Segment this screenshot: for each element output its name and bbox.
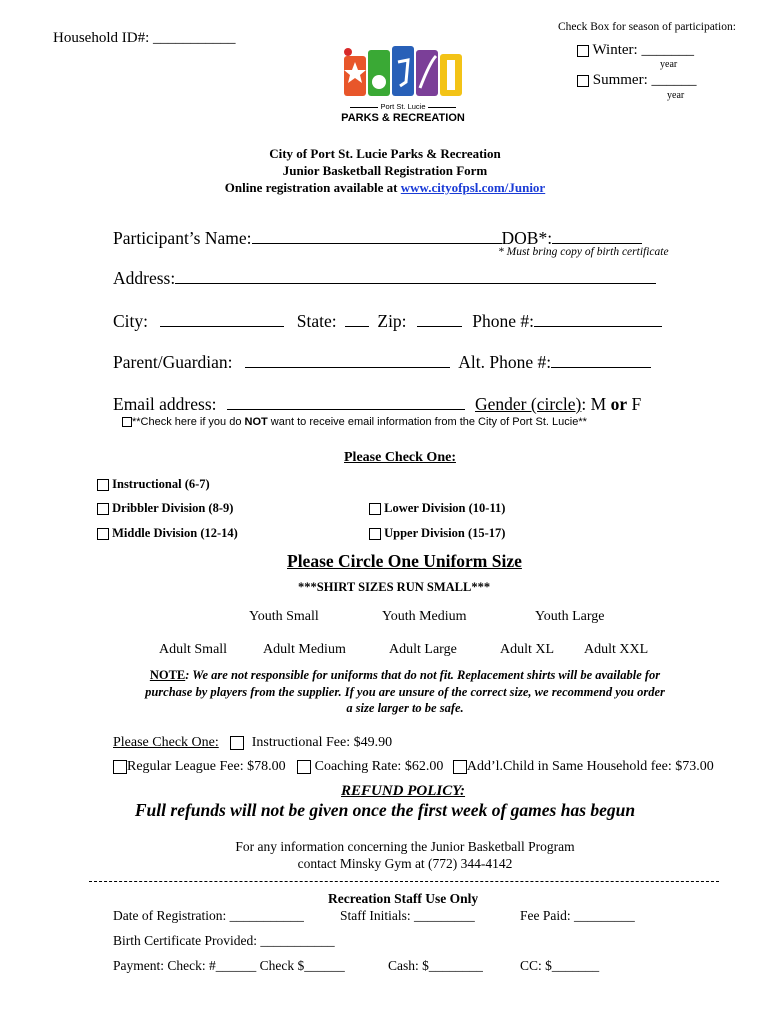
city-row <box>113 311 662 332</box>
contact-info: For any information concerning the Junior Basketball Program contact Minsky Gym at (772) 344-4142 <box>235 839 575 871</box>
title-line1: City of Port St. Lucie Parks & Recreation <box>269 146 501 161</box>
city-input[interactable] <box>160 326 284 327</box>
gender-m[interactable]: : M <box>581 394 611 414</box>
zip-input[interactable] <box>417 326 462 327</box>
dob-label: DOB*: <box>501 228 553 248</box>
email-optout-checkbox[interactable] <box>122 417 132 427</box>
summer-checkbox[interactable] <box>577 75 589 87</box>
email-row <box>113 394 465 415</box>
instructional-fee-label: Instructional Fee: $49.90 <box>251 735 393 750</box>
division-dribbler[interactable]: Dribbler Division (8-9) <box>97 501 233 516</box>
cash-field[interactable]: Cash: $________ <box>388 958 483 973</box>
uniform-heading: Please Circle One Uniform Size <box>287 551 522 571</box>
zip-label: Zip: <box>377 311 407 331</box>
gender-f[interactable]: F <box>627 394 642 414</box>
winter-checkbox[interactable] <box>577 45 589 57</box>
parent-row <box>113 352 651 373</box>
summer-year-label: year <box>667 90 685 101</box>
parks-recreation-logo <box>338 42 468 124</box>
coaching-rate-checkbox[interactable] <box>297 760 311 774</box>
payment-check-field[interactable]: Payment: Check: #______ Check $______ <box>113 958 345 973</box>
division-lower[interactable]: Lower Division (10-11) <box>369 501 505 516</box>
state-input[interactable] <box>345 326 369 327</box>
coaching-rate-label: Coaching Rate: $62.00 <box>314 759 444 774</box>
fee-row-1 <box>113 735 392 751</box>
cut-line-divider <box>89 881 719 882</box>
refund-policy-title: REFUND POLICY: <box>341 783 466 799</box>
size-adult-xl[interactable]: Adult XL <box>500 642 555 657</box>
summer-label: Summer: ______ <box>592 72 697 88</box>
address-input[interactable] <box>175 283 656 284</box>
winter-option[interactable] <box>577 42 694 59</box>
email-label: Email address: <box>113 394 217 414</box>
parent-input[interactable] <box>245 367 450 368</box>
size-adult-large[interactable]: Adult Large <box>389 642 457 657</box>
alt-phone-label: Alt. Phone #: <box>458 352 552 372</box>
city-label: City: <box>113 311 149 331</box>
size-youth-medium[interactable]: Youth Medium <box>382 609 467 624</box>
division-upper[interactable]: Upper Division (15-17) <box>369 526 505 541</box>
size-youth-small[interactable]: Youth Small <box>249 609 319 624</box>
registration-link[interactable]: www.cityofpsl.com/Junior <box>400 180 546 195</box>
fee-check-one-label: Please Check One: <box>113 735 219 750</box>
gender-row[interactable] <box>475 394 641 415</box>
addl-child-checkbox[interactable] <box>453 760 467 774</box>
phone-input[interactable] <box>534 326 662 327</box>
division-instructional[interactable]: Instructional (6-7) <box>97 477 210 492</box>
dribbler-checkbox[interactable] <box>97 503 109 515</box>
date-registration-field[interactable]: Date of Registration: ___________ <box>113 908 304 923</box>
title-line3: Online registration available at www.cityofpsl.com/Junior <box>224 180 546 195</box>
fee-row-2 <box>113 759 714 775</box>
upper-checkbox[interactable] <box>369 528 381 540</box>
division-middle[interactable]: Middle Division (12-14) <box>97 526 238 541</box>
instructional-checkbox[interactable] <box>97 479 109 491</box>
email-optout-row[interactable]: **Check here if you do NOT want to receive email information from the City of Port St. Lucie** <box>122 416 587 428</box>
form-title <box>0 145 770 196</box>
gender-label: Gender (circle) <box>475 394 582 414</box>
note-label: NOTE <box>149 668 186 682</box>
uniform-disclaimer: NOTE: We are not responsible for uniforms that do not fit. Replacement shirts will be available for purchase by players from the supplier. If you are unsure of the correct size, we recommend you order a size larger to be safe. <box>145 668 665 715</box>
address-label: Address: <box>113 268 176 288</box>
size-adult-small[interactable]: Adult Small <box>159 642 228 657</box>
addl-child-label: Add’l.Child in Same Household fee: $73.00 <box>466 759 714 774</box>
lower-checkbox[interactable] <box>369 503 381 515</box>
size-adult-medium[interactable]: Adult Medium <box>263 642 346 657</box>
season-label: Check Box for season of participation: <box>558 21 736 33</box>
gender-or: or <box>610 394 628 414</box>
email-input[interactable] <box>227 409 465 410</box>
alt-phone-input[interactable] <box>551 367 651 368</box>
state-label: State: <box>296 311 337 331</box>
division-heading: Please Check One: <box>344 450 456 465</box>
parent-label: Parent/Guardian: <box>113 352 233 372</box>
title-line2: Junior Basketball Registration Form <box>282 163 488 178</box>
middle-checkbox[interactable] <box>97 528 109 540</box>
logo-line2: PARKS & RECREATION <box>341 112 465 124</box>
address-row <box>113 268 656 289</box>
regular-fee-label: Regular League Fee: $78.00 <box>127 759 286 774</box>
regular-fee-checkbox[interactable] <box>113 760 127 774</box>
dob-input[interactable] <box>552 243 642 244</box>
cc-field[interactable]: CC: $_______ <box>520 958 600 973</box>
birth-certificate-field[interactable]: Birth Certificate Provided: ___________ <box>113 933 335 948</box>
winter-label: Winter: _______ <box>592 42 694 58</box>
staff-use-heading: Recreation Staff Use Only <box>328 891 479 906</box>
household-id-field[interactable]: Household ID#: ___________ <box>53 30 236 46</box>
logo-line1: Port St. Lucie <box>338 102 468 111</box>
phone-label: Phone #: <box>472 311 535 331</box>
dob-note: * Must bring copy of birth certificate <box>498 246 669 258</box>
size-youth-large[interactable]: Youth Large <box>535 609 605 624</box>
participant-name-input[interactable] <box>252 243 502 244</box>
logo-art-icon <box>338 42 468 102</box>
summer-option[interactable] <box>577 72 697 89</box>
refund-policy-text: Full refunds will not be given once the first week of games has begun <box>134 800 636 820</box>
winter-year-label: year <box>660 59 678 70</box>
fee-paid-field[interactable]: Fee Paid: _________ <box>520 908 635 923</box>
participant-name-label: Participant’s Name: <box>113 228 252 248</box>
staff-initials-field[interactable]: Staff Initials: _________ <box>340 908 475 923</box>
shirt-size-note: ***SHIRT SIZES RUN SMALL*** <box>298 580 491 594</box>
instructional-fee-checkbox[interactable] <box>230 736 244 750</box>
size-adult-xxl[interactable]: Adult XXL <box>584 642 649 657</box>
